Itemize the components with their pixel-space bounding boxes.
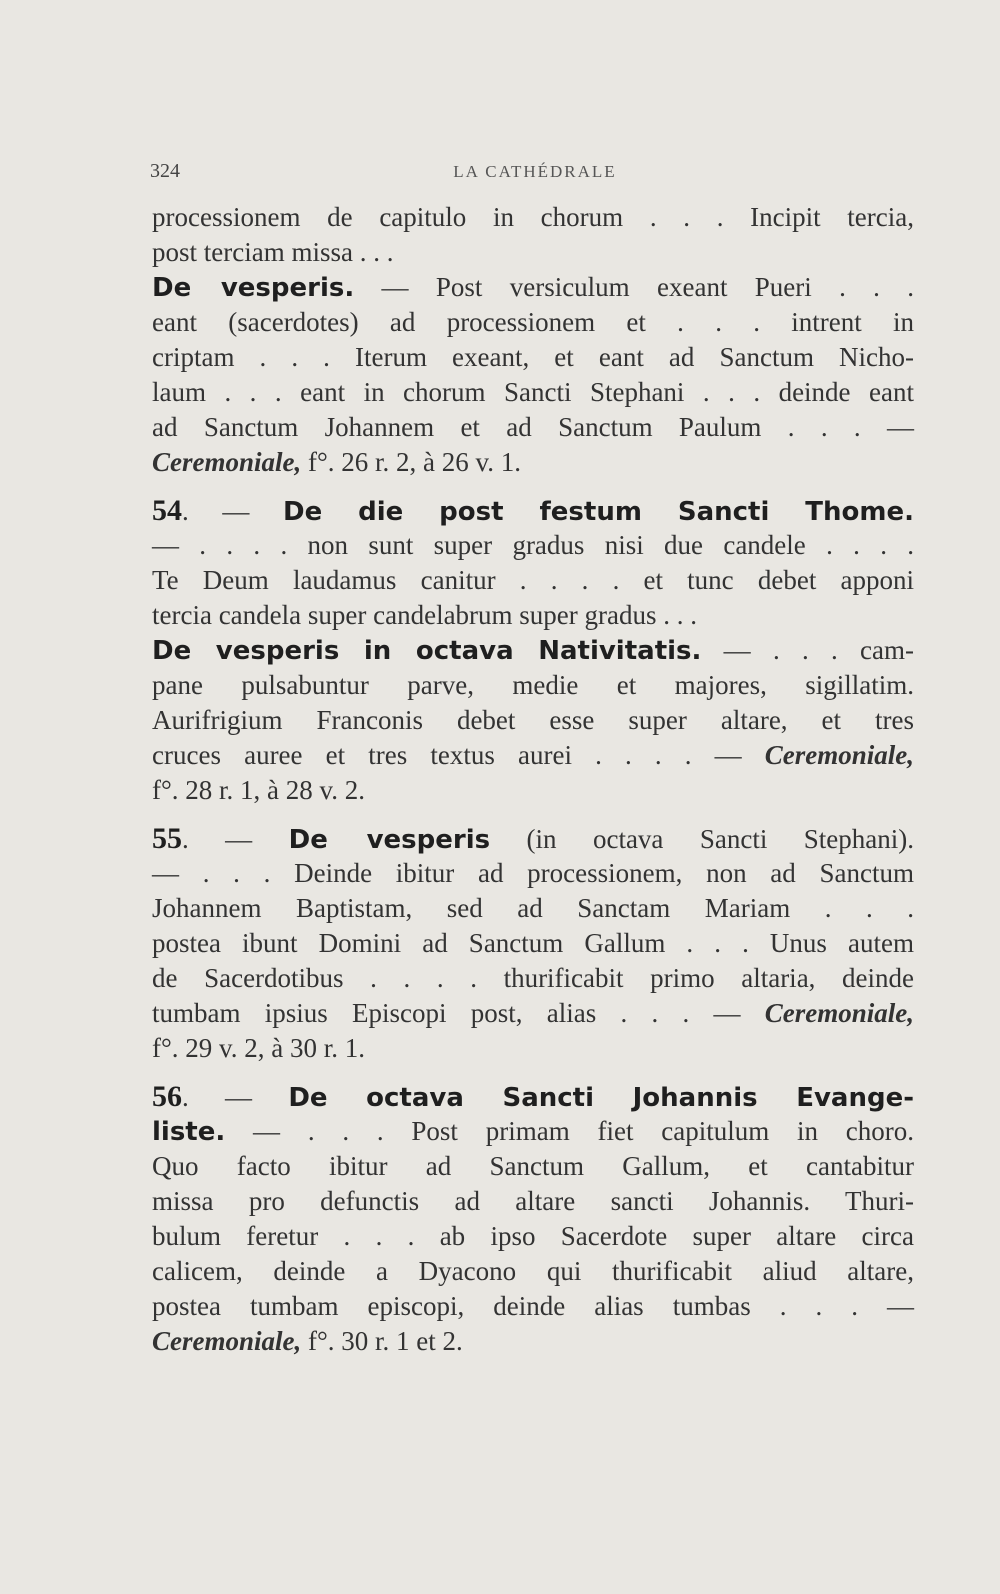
text-line [152, 1079, 914, 1114]
text-segment: . — [182, 824, 289, 854]
citation-source: Ceremoniale, [152, 447, 302, 477]
citation-source: Ceremoniale, [764, 998, 914, 1028]
text-line [152, 1219, 914, 1254]
text-segment: Quo facto ibitur ad Sanctum Gallum, et cantabitur [152, 1151, 914, 1181]
text-line [152, 200, 914, 235]
citation-source: Ceremoniale, [152, 1326, 302, 1356]
text-line [152, 1324, 914, 1359]
text-segment: post terciam missa . . . [152, 237, 394, 267]
text-segment: — . . . Post primam fiet capitulum in choro. [225, 1116, 914, 1146]
section-number: 56 [152, 1080, 182, 1113]
section-number: 55 [152, 822, 182, 855]
page-number: 324 [150, 160, 180, 182]
section-heading: De octava Sancti Johannis Evange- [288, 1083, 915, 1113]
text-segment: Johannem Baptistam, sed ad Sanctam Mariam . . . [152, 893, 914, 923]
text-segment: postea tumbam episcopi, deinde alias tumbas . . . — [152, 1291, 914, 1321]
body-text [152, 200, 914, 1359]
text-segment: tumbam ipsius Episcopi post, alias . . . — [152, 998, 765, 1028]
text-segment: pane pulsabuntur parve, medie et majores, sigillatim. [152, 670, 914, 700]
text-segment: laum . . . eant in chorum Sancti Stephani . . . deinde eant [152, 377, 914, 407]
text-segment: . — [182, 1082, 289, 1112]
text-line [152, 773, 914, 808]
text-line [152, 445, 914, 480]
text-segment: f°. 26 r. 2, à 26 v. 1. [301, 447, 522, 477]
text-line [152, 235, 914, 270]
text-line [152, 1114, 914, 1149]
text-segment: — Post versiculum exeant Pueri . . . [354, 272, 914, 302]
text-segment: f°. 30 r. 1 et 2. [301, 1326, 463, 1356]
text-line [152, 668, 914, 703]
text-line [152, 340, 914, 375]
text-line [152, 270, 914, 305]
text-segment: f°. 29 v. 2, à 30 r. 1. [152, 1033, 366, 1063]
text-segment: eant (sacerdotes) ad processionem et . . . intrent in [152, 307, 914, 337]
text-line [152, 528, 914, 563]
text-line [152, 493, 914, 528]
text-line [152, 1149, 914, 1184]
section-number: 54 [152, 494, 182, 527]
text-segment: (in octava Sancti Stephani). [490, 824, 914, 854]
text-line [152, 1289, 914, 1324]
text-line [152, 821, 914, 856]
text-segment: postea ibunt Domini ad Sanctum Gallum . . . Unus autem [152, 928, 914, 958]
text-segment: calicem, deinde a Dyacono qui thurificabit aliud altare, [152, 1256, 914, 1286]
text-segment: Aurifrigium Franconis debet esse super altare, et tres [152, 705, 914, 735]
text-segment: — . . . cam- [701, 635, 914, 665]
text-segment: — . . . Deinde ibitur ad processionem, non ad Sanctum [152, 858, 914, 888]
page-header [150, 160, 920, 190]
text-line [152, 410, 914, 445]
text-line [152, 961, 914, 996]
text-line [152, 891, 914, 926]
text-segment: de Sacerdotibus . . . . thurificabit primo altaria, deinde [152, 963, 914, 993]
section-heading: De vesperis in octava Nativitatis. [152, 636, 702, 666]
text-line [152, 738, 914, 773]
text-line [152, 633, 914, 668]
text-segment: tercia candela super candelabrum super gradus . . . [152, 600, 698, 630]
text-line [152, 305, 914, 340]
text-line [152, 563, 914, 598]
running-title: LA CATHÉDRALE [453, 162, 617, 181]
text-line [152, 1031, 914, 1066]
text-line [152, 926, 914, 961]
text-segment: cruces auree et tres textus aurei . . . . — [152, 740, 765, 770]
text-line [152, 996, 914, 1031]
section-heading: De vesperis [288, 825, 491, 855]
text-segment: Te Deum laudamus canitur . . . . et tunc debet apponi [152, 565, 914, 595]
text-segment: . — [182, 496, 283, 526]
text-segment: missa pro defunctis ad altare sancti Johannis. Thuri- [152, 1186, 914, 1216]
text-segment: f°. 28 r. 1, à 28 v. 2. [152, 775, 366, 805]
section-heading: De die post festum Sancti Thome. [282, 497, 914, 527]
text-segment: bulum feretur . . . ab ipso Sacerdote super altare circa [152, 1221, 914, 1251]
text-segment: processionem de capitulo in chorum . . . Incipit tercia, [152, 202, 914, 232]
text-line [152, 856, 914, 891]
text-segment: ad Sanctum Johannem et ad Sanctum Paulum . . . — [152, 412, 914, 442]
text-line [152, 375, 914, 410]
citation-source: Ceremoniale, [764, 740, 914, 770]
text-line [152, 703, 914, 738]
section-heading: De vesperis. [152, 273, 355, 303]
text-segment: — . . . . non sunt super gradus nisi due candele . . . . [152, 530, 914, 560]
text-line [152, 1184, 914, 1219]
text-line [152, 1254, 914, 1289]
text-line [152, 598, 914, 633]
text-segment: criptam . . . Iterum exeant, et eant ad Sanctum Nicho- [152, 342, 914, 372]
section-heading: liste. [152, 1117, 226, 1147]
